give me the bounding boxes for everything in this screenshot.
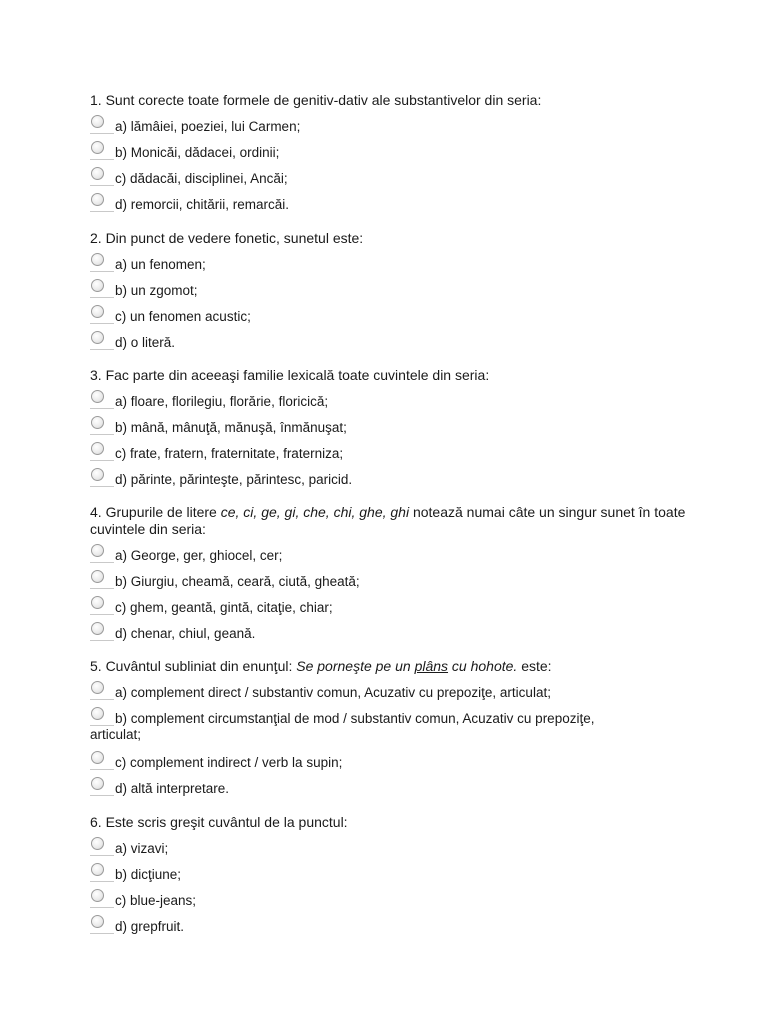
option-label: b) Giurgiu, cheamă, ceară, ciută, gheată;	[115, 574, 360, 589]
question-4	[90, 504, 690, 646]
question-title: 3. Fac parte din aceeaşi familie lexicală toate cuvintele din seria:	[90, 367, 490, 383]
option-b[interactable]	[90, 568, 690, 594]
option-a[interactable]	[90, 679, 690, 705]
radio-button[interactable]	[91, 115, 104, 128]
option-a[interactable]	[90, 113, 690, 139]
option-label: a) floare, florilegiu, florărie, floricică;	[115, 394, 329, 409]
option-a[interactable]	[90, 835, 690, 861]
radio-button[interactable]	[91, 468, 104, 481]
radio-button[interactable]	[91, 253, 104, 266]
option-label: d) altă interpretare.	[115, 781, 230, 796]
radio-button[interactable]	[91, 863, 104, 876]
radio-button[interactable]	[91, 596, 104, 609]
radio-button[interactable]	[91, 707, 104, 720]
underlined-word: plâns	[414, 658, 449, 674]
radio-button[interactable]	[91, 681, 104, 694]
option-c[interactable]	[90, 440, 690, 466]
radio-button[interactable]	[91, 570, 104, 583]
radio-button[interactable]	[91, 416, 104, 429]
radio-button[interactable]	[91, 751, 104, 764]
option-b[interactable]	[90, 139, 690, 165]
radio-button[interactable]	[91, 279, 104, 292]
option-label: a) complement direct / substantiv comun, Acuzativ cu prepoziţe, articulat;	[115, 685, 551, 700]
option-label-continuation: articulat;	[90, 727, 142, 742]
option-label: d) o literă.	[115, 335, 176, 350]
question-1	[90, 92, 690, 217]
option-c[interactable]	[90, 594, 690, 620]
option-label: d) grepfruit.	[115, 919, 185, 934]
question-title: 4. Grupurile de litere ce, ci, ge, gi, che, chi, ghe, ghi notează numai câte un singur sunet în toate cuvintele din seria:	[90, 504, 686, 537]
radio-button[interactable]	[91, 331, 104, 344]
option-d[interactable]	[90, 775, 690, 801]
radio-button[interactable]	[91, 442, 104, 455]
question-title: 2. Din punct de vedere fonetic, sunetul este:	[90, 230, 364, 246]
option-label: c) un fenomen acustic;	[115, 309, 251, 324]
question-5	[90, 658, 690, 801]
option-d[interactable]	[90, 191, 690, 217]
option-b[interactable]	[90, 414, 690, 440]
radio-button[interactable]	[91, 193, 104, 206]
radio-button[interactable]	[91, 141, 104, 154]
option-c[interactable]	[90, 749, 690, 775]
option-label: c) complement indirect / verb la supin;	[115, 755, 343, 770]
option-label: a) un fenomen;	[115, 257, 206, 272]
option-b[interactable]	[90, 705, 690, 749]
option-label: c) dădacăi, disciplinei, Ancăi;	[115, 171, 288, 186]
radio-button[interactable]	[91, 889, 104, 902]
question-2	[90, 230, 690, 355]
option-d[interactable]	[90, 466, 690, 492]
option-label: b) complement circumstanţial de mod / substantiv comun, Acuzativ cu prepoziţe,	[115, 711, 595, 726]
option-label: b) mână, mânuţă, mănuşă, înmănuşat;	[115, 420, 347, 435]
option-a[interactable]	[90, 388, 690, 414]
option-label: b) Monicăi, dădacei, ordinii;	[115, 145, 280, 160]
radio-button[interactable]	[91, 777, 104, 790]
option-c[interactable]	[90, 165, 690, 191]
radio-button[interactable]	[91, 622, 104, 635]
option-b[interactable]	[90, 861, 690, 887]
radio-button[interactable]	[91, 837, 104, 850]
option-label: c) ghem, geantă, gintă, citaţie, chiar;	[115, 600, 333, 615]
option-label: a) lămâiei, poeziei, lui Carmen;	[115, 119, 301, 134]
question-3	[90, 367, 690, 492]
option-c[interactable]	[90, 303, 690, 329]
option-label: b) un zgomot;	[115, 283, 198, 298]
question-title: 6. Este scris greşit cuvântul de la punctul:	[90, 814, 348, 830]
question-6	[90, 814, 690, 939]
option-label: c) blue-jeans;	[115, 893, 197, 908]
radio-button[interactable]	[91, 167, 104, 180]
option-label: b) dicţiune;	[115, 867, 182, 882]
radio-button[interactable]	[91, 305, 104, 318]
radio-button[interactable]	[91, 544, 104, 557]
option-label: d) remorcii, chitării, remarcăi.	[115, 197, 290, 212]
option-label: a) George, ger, ghiocel, cer;	[115, 548, 283, 563]
option-d[interactable]	[90, 329, 690, 355]
question-title: 1. Sunt corecte toate formele de genitiv-dativ ale substantivelor din seria:	[90, 92, 542, 108]
option-a[interactable]	[90, 542, 690, 568]
option-label: d) părinte, părinteşte, părintesc, paricid.	[115, 472, 353, 487]
option-d[interactable]	[90, 913, 690, 939]
option-label: d) chenar, chiul, geană.	[115, 626, 256, 641]
option-d[interactable]	[90, 620, 690, 646]
option-a[interactable]	[90, 251, 690, 277]
option-label: a) vizavi;	[115, 841, 169, 856]
option-c[interactable]	[90, 887, 690, 913]
option-label: c) frate, fratern, fraternitate, fraterniza;	[115, 446, 344, 461]
radio-button[interactable]	[91, 915, 104, 928]
question-title: 5. Cuvântul subliniat din enunţul: Se porneşte pe un plâns cu hohote. este:	[90, 658, 552, 674]
option-b[interactable]	[90, 277, 690, 303]
radio-button[interactable]	[91, 390, 104, 403]
